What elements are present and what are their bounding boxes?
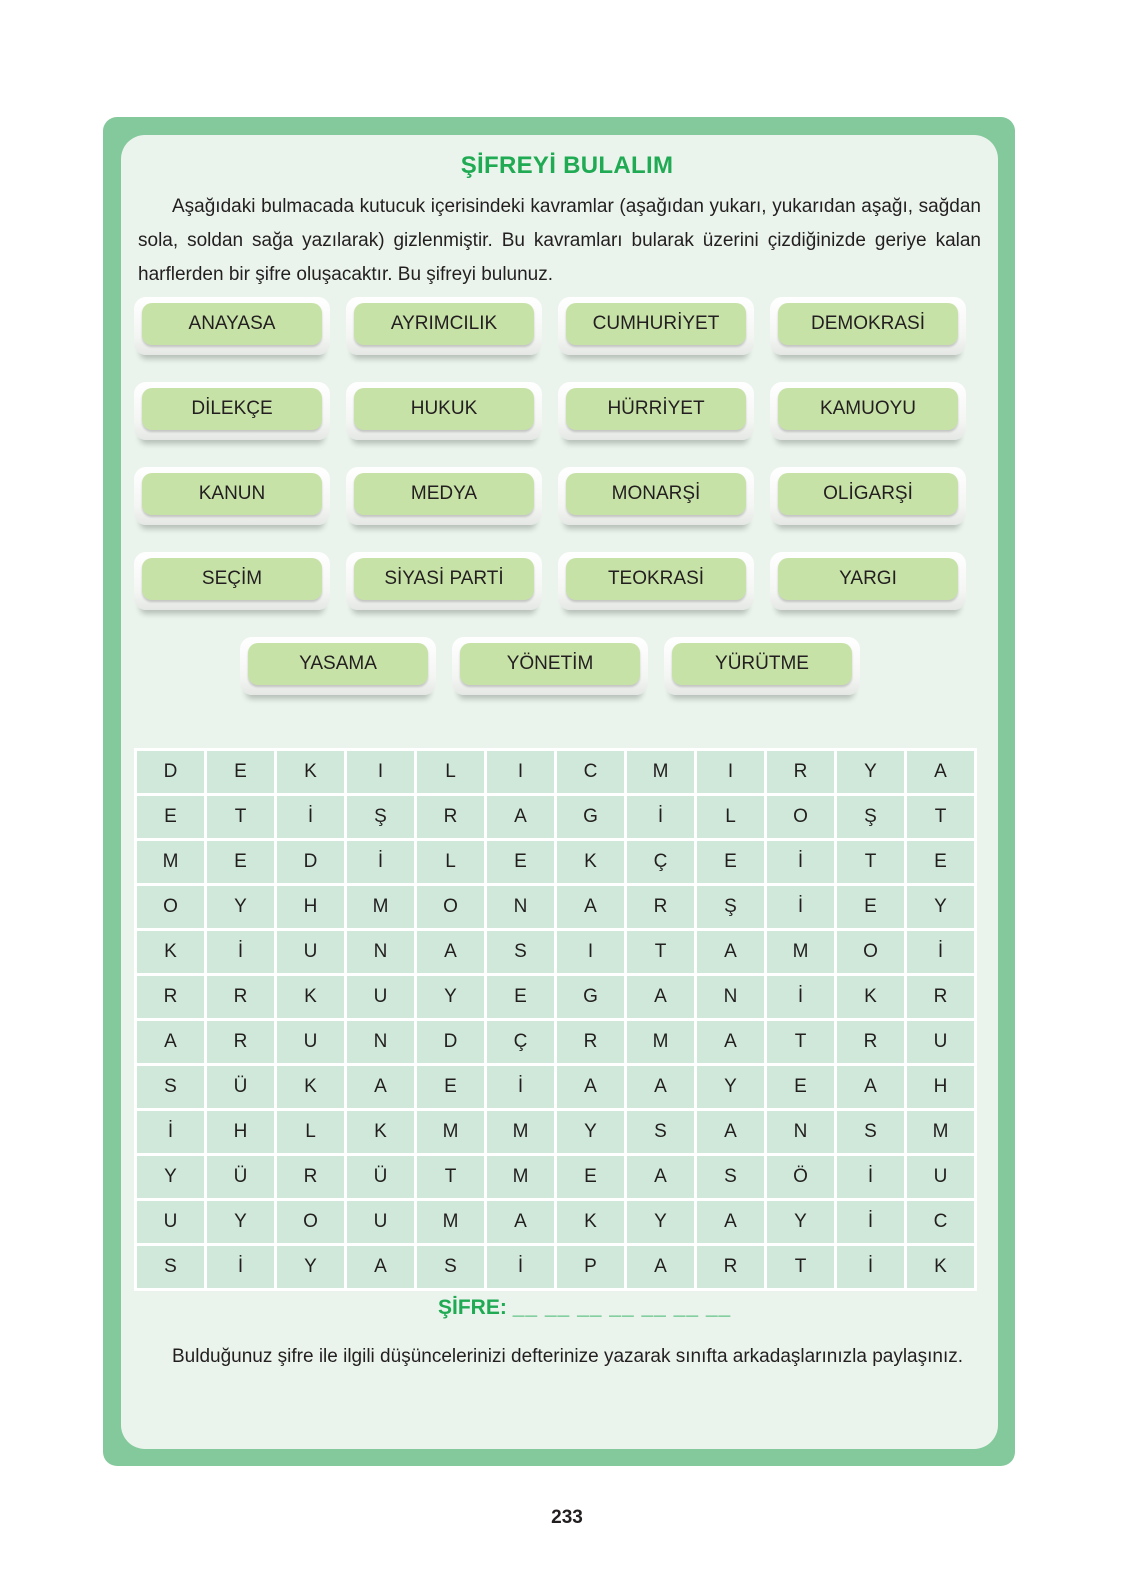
grid-cell: K: [557, 1201, 624, 1243]
grid-cell: R: [697, 1246, 764, 1288]
grid-cell: M: [347, 886, 414, 928]
page-number: 233: [551, 1507, 583, 1528]
grid-cell: A: [487, 1201, 554, 1243]
grid-cell: İ: [767, 841, 834, 883]
word-chip-label: ANAYASA: [142, 303, 322, 345]
grid-cell: M: [487, 1156, 554, 1198]
grid-cell: E: [767, 1066, 834, 1108]
grid-cell: Y: [837, 751, 904, 793]
word-chip-label: YÜRÜTME: [672, 643, 852, 685]
grid-cell: İ: [487, 1066, 554, 1108]
grid-cell: S: [627, 1111, 694, 1153]
word-chip-label: HUKUK: [354, 388, 534, 430]
grid-cell: D: [137, 751, 204, 793]
grid-cell: A: [697, 1021, 764, 1063]
word-chip-label: SEÇİM: [142, 558, 322, 600]
grid-row: [137, 976, 974, 1018]
grid-row: [137, 1021, 974, 1063]
grid-cell: A: [837, 1066, 904, 1108]
grid-cell: E: [837, 886, 904, 928]
word-chip-label: OLİGARŞİ: [778, 473, 958, 515]
grid-cell: U: [277, 931, 344, 973]
grid-cell: M: [487, 1111, 554, 1153]
grid-cell: İ: [907, 931, 974, 973]
grid-row: [137, 751, 974, 793]
word-chip-label: MEDYA: [354, 473, 534, 515]
grid-cell: E: [137, 796, 204, 838]
word-chip-label: AYRIMCILIK: [354, 303, 534, 345]
grid-cell: O: [417, 886, 484, 928]
word-chip: [134, 297, 330, 355]
grid-cell: I: [487, 751, 554, 793]
grid-cell: L: [417, 841, 484, 883]
grid-cell: Ç: [627, 841, 694, 883]
word-chip: [134, 552, 330, 610]
word-chip: [134, 467, 330, 525]
grid-cell: C: [557, 751, 624, 793]
grid-cell: Y: [137, 1156, 204, 1198]
grid-cell: R: [207, 976, 274, 1018]
word-chip: [664, 637, 860, 695]
grid-cell: İ: [347, 841, 414, 883]
grid-cell: O: [767, 796, 834, 838]
grid-cell: P: [557, 1246, 624, 1288]
grid-cell: Ü: [207, 1066, 274, 1108]
word-chip: [558, 297, 754, 355]
grid-cell: M: [137, 841, 204, 883]
word-chip: [240, 637, 436, 695]
grid-cell: I: [347, 751, 414, 793]
grid-cell: A: [137, 1021, 204, 1063]
grid-cell: Ş: [347, 796, 414, 838]
grid-cell: E: [417, 1066, 484, 1108]
grid-cell: M: [417, 1111, 484, 1153]
grid-cell: İ: [207, 1246, 274, 1288]
grid-cell: A: [627, 1066, 694, 1108]
grid-row: [137, 1066, 974, 1108]
grid-cell: M: [627, 1021, 694, 1063]
grid-cell: Y: [207, 1201, 274, 1243]
grid-cell: A: [627, 1156, 694, 1198]
word-chip: [558, 552, 754, 610]
grid-cell: A: [697, 931, 764, 973]
grid-cell: I: [697, 751, 764, 793]
grid-cell: A: [417, 931, 484, 973]
grid-cell: S: [697, 1156, 764, 1198]
grid-row: [137, 1156, 974, 1198]
word-chip-label: DİLEKÇE: [142, 388, 322, 430]
grid-cell: A: [557, 1066, 624, 1108]
grid-cell: A: [627, 1246, 694, 1288]
grid-row: [137, 931, 974, 973]
grid-row: [137, 886, 974, 928]
grid-cell: Y: [627, 1201, 694, 1243]
grid-row: [137, 796, 974, 838]
grid-cell: H: [207, 1111, 274, 1153]
grid-cell: İ: [837, 1201, 904, 1243]
grid-cell: S: [837, 1111, 904, 1153]
grid-cell: Ş: [697, 886, 764, 928]
grid-cell: K: [277, 1066, 344, 1108]
grid-cell: O: [837, 931, 904, 973]
grid-cell: S: [137, 1066, 204, 1108]
grid-cell: M: [767, 931, 834, 973]
grid-cell: M: [627, 751, 694, 793]
grid-cell: T: [417, 1156, 484, 1198]
word-chip-label: DEMOKRASİ: [778, 303, 958, 345]
word-chip: [770, 297, 966, 355]
grid-cell: İ: [767, 886, 834, 928]
grid-cell: U: [137, 1201, 204, 1243]
grid-cell: A: [697, 1111, 764, 1153]
grid-cell: Y: [417, 976, 484, 1018]
grid-cell: Ü: [207, 1156, 274, 1198]
grid-cell: A: [907, 751, 974, 793]
word-chip: [346, 552, 542, 610]
word-chip: [134, 382, 330, 440]
grid-cell: İ: [137, 1111, 204, 1153]
word-chip: [558, 382, 754, 440]
grid-cell: L: [417, 751, 484, 793]
grid-cell: S: [417, 1246, 484, 1288]
grid-cell: T: [767, 1021, 834, 1063]
grid-cell: Y: [907, 886, 974, 928]
grid-cell: H: [907, 1066, 974, 1108]
word-chip-label: TEOKRASİ: [566, 558, 746, 600]
word-chip: [770, 467, 966, 525]
grid-cell: İ: [837, 1156, 904, 1198]
grid-cell: R: [207, 1021, 274, 1063]
grid-cell: N: [487, 886, 554, 928]
code-label: ŞİFRE:: [438, 1296, 507, 1319]
word-chip-label: HÜRRİYET: [566, 388, 746, 430]
grid-cell: L: [697, 796, 764, 838]
word-chip-label: CUMHURİYET: [566, 303, 746, 345]
grid-cell: T: [907, 796, 974, 838]
grid-cell: S: [137, 1246, 204, 1288]
grid-cell: Y: [767, 1201, 834, 1243]
code-blanks: __ __ __ __ __ __ __: [512, 1296, 732, 1319]
grid-cell: T: [837, 841, 904, 883]
grid-row: [137, 1246, 974, 1288]
word-chip: [558, 467, 754, 525]
grid-cell: N: [697, 976, 764, 1018]
word-search-grid: [134, 748, 977, 1291]
word-chip: [452, 637, 648, 695]
grid-cell: U: [347, 976, 414, 1018]
grid-cell: E: [487, 976, 554, 1018]
grid-cell: M: [907, 1111, 974, 1153]
grid-cell: A: [347, 1246, 414, 1288]
grid-cell: R: [417, 796, 484, 838]
grid-cell: R: [137, 976, 204, 1018]
grid-cell: R: [277, 1156, 344, 1198]
grid-cell: K: [137, 931, 204, 973]
grid-cell: H: [277, 886, 344, 928]
grid-cell: E: [207, 841, 274, 883]
grid-cell: İ: [207, 931, 274, 973]
grid-cell: Ç: [487, 1021, 554, 1063]
grid-cell: E: [907, 841, 974, 883]
word-chip: [770, 382, 966, 440]
grid-cell: Y: [207, 886, 274, 928]
grid-cell: L: [277, 1111, 344, 1153]
grid-cell: M: [417, 1201, 484, 1243]
grid-cell: Ü: [347, 1156, 414, 1198]
grid-cell: K: [347, 1111, 414, 1153]
word-chip: [346, 297, 542, 355]
grid-cell: U: [907, 1021, 974, 1063]
grid-cell: C: [907, 1201, 974, 1243]
grid-cell: K: [277, 751, 344, 793]
grid-cell: R: [557, 1021, 624, 1063]
grid-cell: Ş: [837, 796, 904, 838]
grid-cell: N: [347, 931, 414, 973]
word-chip-label: SİYASİ PARTİ: [354, 558, 534, 600]
grid-cell: E: [557, 1156, 624, 1198]
word-chip-label: KANUN: [142, 473, 322, 515]
grid-cell: K: [907, 1246, 974, 1288]
grid-row: [137, 1111, 974, 1153]
grid-cell: E: [697, 841, 764, 883]
word-chip-label: YARGI: [778, 558, 958, 600]
grid-cell: İ: [837, 1246, 904, 1288]
grid-cell: G: [557, 976, 624, 1018]
grid-cell: N: [347, 1021, 414, 1063]
grid-cell: E: [207, 751, 274, 793]
grid-cell: K: [277, 976, 344, 1018]
instructions-paragraph: Aşağıdaki bulmacada kutucuk içerisindeki kavramlar (aşağıdan yukarı, yukarıdan aşağı, sağdan sola, soldan sağa yazılarak) gizlenmiştir. Bu kavramları bularak üzerini çizdiğinizde geriye kalan harflerden bir şifre oluşacaktır. Bu şifreyi bulunuz.: [138, 196, 981, 285]
word-chip: [770, 552, 966, 610]
word-chip-label: KAMUOYU: [778, 388, 958, 430]
grid-row: [137, 1201, 974, 1243]
closing-paragraph: Bulduğunuz şifre ile ilgili düşüncelerinizi defterinize yazarak sınıfta arkadaşlarınızla paylaşınız.: [172, 1346, 964, 1367]
grid-cell: O: [137, 886, 204, 928]
grid-cell: R: [627, 886, 694, 928]
grid-cell: İ: [487, 1246, 554, 1288]
code-line: [438, 1296, 731, 1320]
grid-cell: A: [347, 1066, 414, 1108]
grid-cell: İ: [277, 796, 344, 838]
grid-cell: K: [837, 976, 904, 1018]
word-chip-label: YASAMA: [248, 643, 428, 685]
grid-cell: S: [487, 931, 554, 973]
grid-cell: İ: [627, 796, 694, 838]
grid-cell: R: [767, 751, 834, 793]
grid-cell: G: [557, 796, 624, 838]
grid-cell: A: [487, 796, 554, 838]
grid-cell: A: [557, 886, 624, 928]
word-chip: [346, 382, 542, 440]
grid-cell: Y: [557, 1111, 624, 1153]
grid-cell: İ: [767, 976, 834, 1018]
grid-cell: U: [277, 1021, 344, 1063]
grid-cell: T: [767, 1246, 834, 1288]
grid-cell: E: [487, 841, 554, 883]
grid-cell: A: [697, 1201, 764, 1243]
grid-cell: I: [557, 931, 624, 973]
word-chip: [346, 467, 542, 525]
word-chip-label: MONARŞİ: [566, 473, 746, 515]
grid-row: [137, 841, 974, 883]
grid-cell: T: [207, 796, 274, 838]
activity-title: ŞİFREYİ BULALIM: [460, 152, 674, 179]
grid-cell: D: [417, 1021, 484, 1063]
grid-cell: R: [907, 976, 974, 1018]
grid-cell: O: [277, 1201, 344, 1243]
grid-cell: R: [837, 1021, 904, 1063]
grid-cell: D: [277, 841, 344, 883]
grid-cell: A: [627, 976, 694, 1018]
word-chip-label: YÖNETİM: [460, 643, 640, 685]
grid-cell: U: [347, 1201, 414, 1243]
grid-cell: K: [557, 841, 624, 883]
grid-cell: Y: [697, 1066, 764, 1108]
grid-cell: T: [627, 931, 694, 973]
grid-cell: Y: [277, 1246, 344, 1288]
grid-cell: U: [907, 1156, 974, 1198]
grid-cell: N: [767, 1111, 834, 1153]
grid-cell: Ö: [767, 1156, 834, 1198]
